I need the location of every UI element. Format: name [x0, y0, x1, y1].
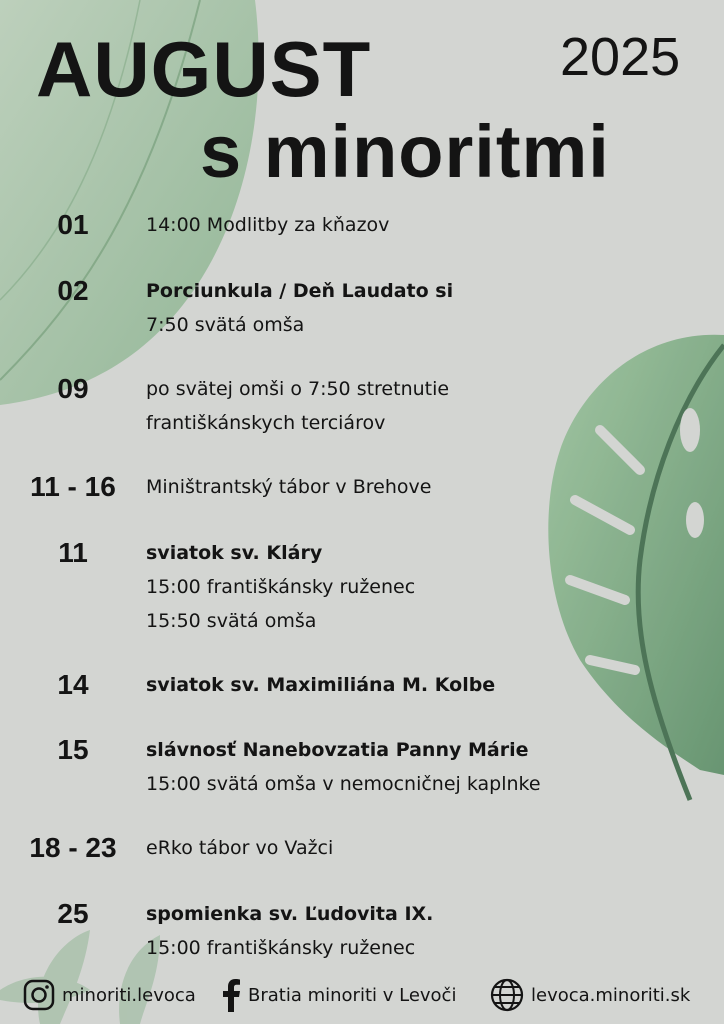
event-line: 15:00 františkánsky ruženec: [146, 576, 416, 598]
event-title: Porciunkula / Deň Laudato si: [146, 280, 454, 302]
event-line: Miništrantský tábor v Brehove: [146, 476, 432, 498]
event-date: 25: [57, 898, 89, 929]
event-line: 14:00 Modlitby za kňazov: [146, 214, 390, 236]
event-title: spomienka sv. Ľudovita IX.: [146, 903, 434, 925]
page-subtitle: s minoritmi: [200, 110, 610, 193]
event-line: františkánskych terciárov: [146, 412, 386, 434]
monstera-leaf: [548, 335, 724, 800]
globe-icon: [489, 977, 525, 1013]
event-date: 15: [57, 734, 89, 765]
footer: [0, 975, 724, 1015]
facebook-label: Bratia minoriti v Levoči: [248, 984, 457, 1006]
instagram-label: minoriti.levoca: [62, 984, 196, 1006]
website-link[interactable]: [489, 975, 690, 1015]
event-date: 09: [57, 373, 89, 404]
facebook-icon: [220, 978, 242, 1012]
event-line: 15:00 františkánsky ruženec: [146, 937, 416, 959]
instagram-link[interactable]: [22, 975, 196, 1015]
event-title: slávnosť Nanebovzatia Panny Márie: [146, 739, 529, 761]
page-title-month: AUGUST: [36, 25, 372, 113]
event-line: eRko tábor vo Važci: [146, 837, 334, 859]
event-date: 14: [57, 669, 89, 700]
event-line: po svätej omši o 7:50 stretnutie: [146, 378, 450, 400]
event-line: 7:50 svätá omša: [146, 314, 305, 336]
year-label: 2025: [560, 27, 681, 87]
event-date: 11: [58, 537, 88, 568]
website-label: levoca.minoriti.sk: [531, 984, 691, 1006]
event-date: 02: [57, 275, 89, 306]
event-line: 15:50 svätá omša: [146, 610, 317, 632]
event-title: sviatok sv. Maximiliána M. Kolbe: [146, 674, 496, 696]
event-date: 01: [57, 209, 89, 240]
event-date: 11 - 16: [30, 471, 116, 502]
instagram-icon: [22, 978, 56, 1012]
event-title: sviatok sv. Kláry: [146, 542, 323, 564]
event-date: 18 - 23: [29, 832, 117, 863]
facebook-link[interactable]: [220, 975, 456, 1015]
event-line: 15:00 svätá omša v nemocničnej kaplnke: [146, 773, 541, 795]
